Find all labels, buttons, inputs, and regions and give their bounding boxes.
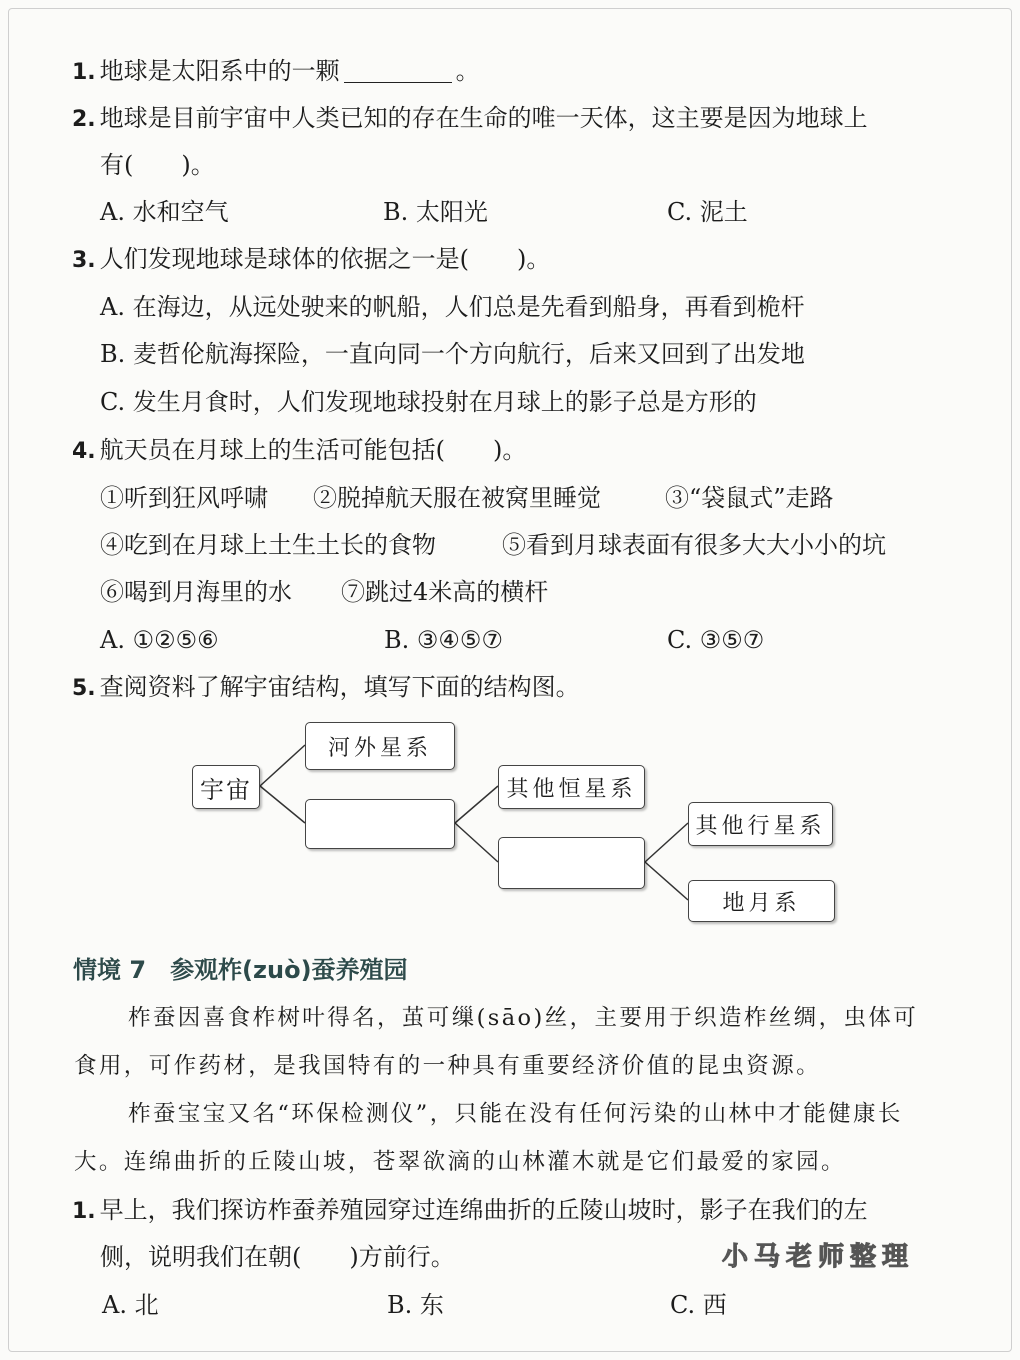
question-5: 5. 查阅资料了解宇宙结构，填写下面的结构图。 (72, 673, 580, 701)
diagram-node-other-planetary-systems: 其他行星系 (688, 802, 833, 846)
q4-item-3: ③“袋鼠式”走路 (665, 484, 834, 512)
diagram-blank-galaxy[interactable] (305, 799, 455, 849)
question-4-text: 航天员在月球上的生活可能包括( )。 (99, 436, 527, 464)
paragraph-1-line-2: 食用，可作药材，是我国特有的一种具有重要经济价值的昆虫资源。 (74, 1053, 822, 1079)
diagram-root-universe: 宇宙 (192, 765, 260, 809)
diagram-node-other-star-systems: 其他恒星系 (498, 765, 645, 809)
question-2-text: 地球是目前宇宙中人类已知的存在生命的唯一天体，这主要是因为地球上 (99, 104, 868, 132)
q4-option-a[interactable]: A. ①②⑤⑥ (100, 626, 219, 654)
sq1-option-c[interactable]: C. 西 (670, 1291, 727, 1319)
q4-item-1: ①听到狂风呼啸 (100, 484, 268, 512)
q2-option-a[interactable]: A. 水和空气 (100, 198, 229, 226)
question-1-text: 地球是太阳系中的一颗 (99, 57, 340, 85)
paragraph-1-line-1: 柞蚕因喜食柞树叶得名，茧可缫(sāo)丝，主要用于织造柞丝绸，虫体可 (128, 1005, 919, 1031)
section-question-1: 1. 早上，我们探访柞蚕养殖园穿过连绵曲折的丘陵山坡时，影子在我们的左 (72, 1196, 868, 1224)
q4-option-b[interactable]: B. ③④⑤⑦ (384, 626, 503, 654)
connector-mid-solar (455, 823, 498, 862)
q2-option-b[interactable]: B. 太阳光 (383, 198, 488, 226)
q3-option-a[interactable]: A. 在海边，从远处驶来的帆船，人们总是先看到船身，再看到桅杆 (100, 293, 805, 321)
q3-option-c[interactable]: C. 发生月食时，人们发现地球投射在月球上的影子总是方形的 (100, 388, 757, 416)
section-heading (73, 954, 408, 986)
question-3: 3. 人们发现地球是球体的依据之一是( )。 (72, 245, 551, 273)
connector-mid-otherstars (455, 786, 498, 823)
q4-item-4: ④吃到在月球上土生土长的食物 (100, 531, 436, 559)
q4-item-5: ⑤看到月球表面有很多大大小小的坑 (502, 531, 886, 559)
question-3-text: 人们发现地球是球体的依据之一是( )。 (99, 245, 551, 273)
section-title: 参观柞(zuò)蚕养殖园 (170, 956, 408, 984)
connector-solar-otherplanets (645, 823, 688, 862)
connector-solar-earthmoon (645, 862, 688, 900)
q2-option-c[interactable]: C. 泥土 (667, 198, 748, 226)
question-5-text: 查阅资料了解宇宙结构，填写下面的结构图。 (99, 673, 580, 701)
sq1-option-a[interactable]: A. 北 (102, 1291, 159, 1319)
sq1-option-b[interactable]: B. 东 (387, 1291, 444, 1319)
q3-option-b[interactable]: B. 麦哲伦航海探险，一直向同一个方向航行，后来又回到了出发地 (100, 340, 805, 368)
diagram-node-earth-moon-system: 地月系 (688, 880, 835, 922)
q4-item-7: ⑦跳过4米高的横杆 (341, 578, 549, 606)
section-label: 情境 7 (73, 956, 147, 984)
paragraph-2-line-1: 柞蚕宝宝又名“环保检测仪”，只能在没有任何污染的山林中才能健康长 (128, 1101, 903, 1127)
question-4: 4. 航天员在月球上的生活可能包括( )。 (72, 436, 527, 464)
connector-root-mid (260, 786, 305, 823)
q4-item-6: ⑥喝到月海里的水 (100, 578, 292, 606)
watermark-text: 小马老师整理 (722, 1242, 915, 1272)
paragraph-2-line-2: 大。连绵曲折的丘陵山坡，苍翠欲滴的山林灌木就是它们最爱的家园。 (74, 1149, 846, 1175)
section-question-1-text: 早上，我们探访柞蚕养殖园穿过连绵曲折的丘陵山坡时，影子在我们的左 (99, 1196, 868, 1224)
q4-item-2: ②脱掉航天服在被窝里睡觉 (313, 484, 601, 512)
diagram-node-extragalactic: 河外星系 (305, 722, 455, 770)
diagram-blank-solar-system[interactable] (498, 837, 645, 889)
question-2-continued: 有( )。 (100, 151, 215, 179)
q4-option-c[interactable]: C. ③⑤⑦ (667, 626, 765, 654)
question-1: 1. 地球是太阳系中的一颗 。 (72, 57, 480, 85)
connector-root-top (260, 745, 305, 786)
question-2: 2. 地球是目前宇宙中人类已知的存在生命的唯一天体，这主要是因为地球上 (72, 104, 868, 132)
section-question-1-continued: 侧，说明我们在朝( )方前行。 (100, 1243, 455, 1271)
